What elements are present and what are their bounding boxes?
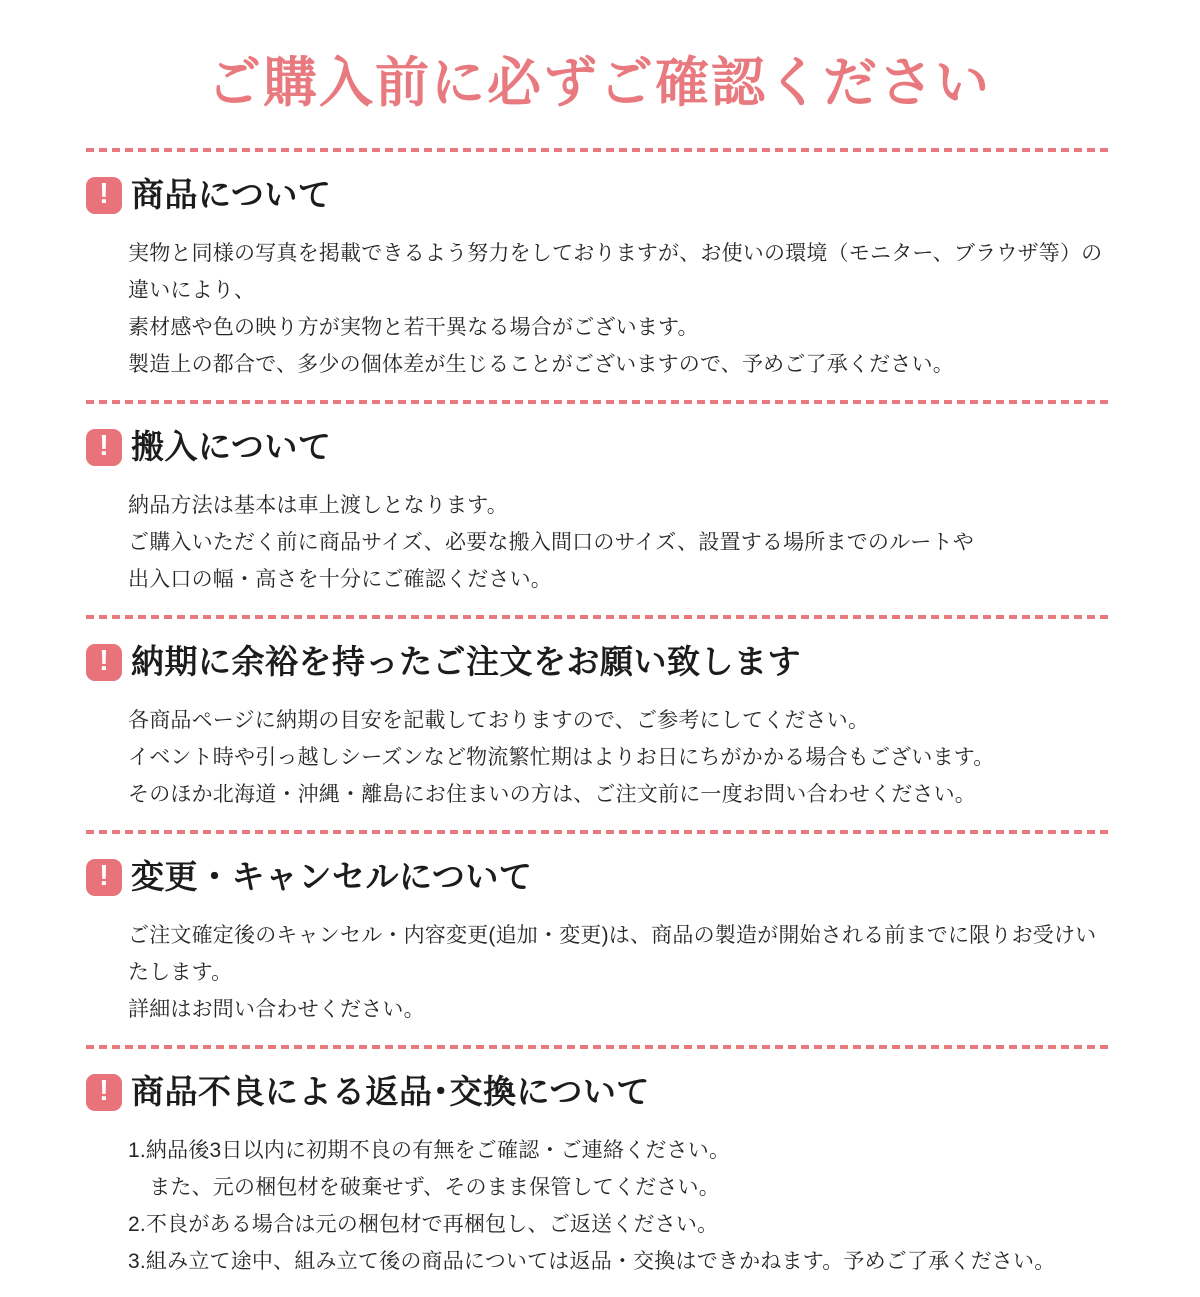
section-delivery-header [86, 429, 1112, 466]
section-cancel-heading: 変更・キャンセルについて [131, 857, 533, 895]
section-returns-body [86, 1132, 1112, 1280]
exclamation-icon: ! [86, 177, 122, 214]
body-line: 3.組み立て途中、組み立て後の商品については返品・交換はできかねます。予めご了承ください。 [128, 1249, 1056, 1273]
section-cancel [86, 834, 1112, 1045]
section-leadtime-body [86, 702, 1112, 813]
body-line: 製造上の都合で、多少の個体差が生じることがございますので、予めご了承ください。 [128, 352, 954, 376]
body-line: ご購入いただく前に商品サイズ、必要な搬入間口のサイズ、設置する場所までのルートや [128, 530, 974, 554]
section-delivery [86, 404, 1112, 615]
section-leadtime-header [86, 644, 1112, 681]
body-line: イベント時や引っ越しシーズンなど物流繁忙期はよりお日にちがかかる場合もございます。 [128, 745, 995, 769]
exclamation-icon: ! [86, 1074, 122, 1111]
section-product-heading: 商品について [131, 175, 332, 213]
section-leadtime [86, 619, 1112, 830]
section-returns-heading: 商品不良による返品･交換について [131, 1072, 650, 1110]
section-delivery-body [86, 487, 1112, 598]
section-delivery-heading: 搬入について [131, 427, 332, 465]
page-title: ご購入前に必ずご確認ください [207, 53, 991, 113]
section-cancel-body [86, 917, 1112, 1028]
body-line: 2.不良がある場合は元の梱包材で再梱包し、ご返送ください。 [128, 1212, 719, 1236]
exclamation-icon: ! [86, 644, 122, 681]
body-line: 素材感や色の映り方が実物と若干異なる場合がございます。 [128, 315, 699, 339]
body-line: 各商品ページに納期の目安を記載しておりますので、ご参考にしてください。 [128, 708, 870, 732]
section-returns-header [86, 1074, 1112, 1111]
exclamation-icon: ! [86, 859, 122, 896]
section-product-body [86, 235, 1112, 383]
body-line: 実物と同様の写真を掲載できるよう努力をしておりますが、お使いの環境（モニター、ブラウザ等）の違いにより、 [128, 241, 1103, 302]
section-product-header [86, 177, 1112, 214]
body-line: 1.納品後3日以内に初期不良の有無をご確認・ご連絡ください。 [128, 1138, 731, 1162]
exclamation-icon: ! [86, 429, 122, 466]
body-line: 納品方法は基本は車上渡しとなります。 [128, 493, 508, 517]
section-returns [86, 1049, 1112, 1297]
body-line: ご注文確定後のキャンセル・内容変更(追加・変更)は、商品の製造が開始される前までに限りお受けいたします。 [128, 923, 1097, 984]
body-line: 詳細はお問い合わせください。 [128, 997, 425, 1021]
section-leadtime-heading: 納期に余裕を持ったご注文をお願い致します [131, 642, 801, 680]
body-line: 出入口の幅・高さを十分にご確認ください。 [128, 567, 552, 591]
body-line: また、元の梱包材を破棄せず、そのまま保管してください。 [128, 1175, 720, 1199]
section-cancel-header [86, 859, 1112, 896]
section-product [86, 152, 1112, 400]
body-line: そのほか北海道・沖縄・離島にお住まいの方は、ご注文前に一度お問い合わせください。 [128, 782, 976, 806]
